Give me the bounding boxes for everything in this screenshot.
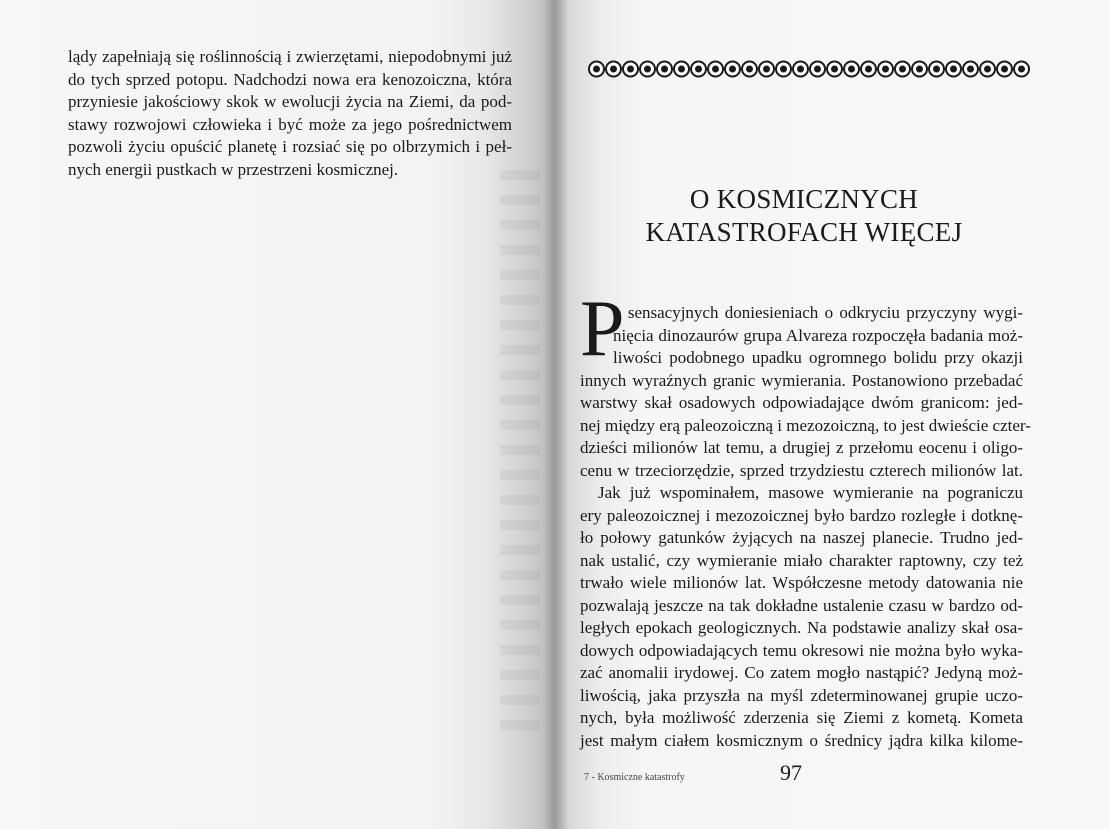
body-line: nej między erą paleozoiczną i mezozoiczną, to jest dwieście czter- [580,415,1031,435]
left-line: nych energii pustkach w przestrzeni kosmicznej. [68,159,399,179]
left-line: przyniesie jakościowy skok w ewolucji życia na Ziemi, da pod- [68,92,512,111]
ornament-bead-core [678,66,685,73]
ornament-bead-core [644,66,651,73]
body-line: nych, była możliwość zderzenia się Ziemi z kometą. Kometa [580,708,1023,727]
ornament-bead-core [950,66,957,73]
body-line: Jak już wspominałem, masowe wymieranie na pograniczu [598,483,1023,502]
chapter-title-line-1: O KOSMICZNYCH [689,184,919,214]
left-line: do tych sprzed potopu. Nadchodzi nowa era kenozoiczna, która [68,69,512,89]
footer-note: 7 - Kosmiczne katastrofy [584,772,685,783]
ornament-bead-core [899,66,906,73]
chapter-title-line-2: KATASTROFACH WIĘCEJ [645,217,963,247]
body-line: nak ustalić, czy wymieranie miało charakter raptowny, czy też [580,550,1023,570]
ornament-beads [589,62,1029,77]
ornament-bead-core [763,66,770,73]
ornament-bead-core [1001,66,1008,73]
body-line: o sensacyjnych doniesieniach o odkryciu przyczyny wygi- [613,303,1023,322]
ornament-bead-core [848,66,855,73]
ornament-bead-core [916,66,923,73]
left-line: stawy rozwojowi człowieka i być może za jego pośrednictwem [68,114,512,134]
body-line: ło połowy gatunków żyjących na naszej planecie. Trudno jed- [580,528,1023,547]
ornament-border [588,58,1030,80]
left-line: lądy zapełniają się roślinnością i zwierzętami, niepodobnymi już [68,47,512,66]
body-line: cenu w trzeciorzędzie, sprzed trzydziestu czterech milionów lat. [580,460,1023,480]
body-line: nięcia dinozaurów grupa Alvareza rozpoczęła badania moż- [613,325,1023,345]
body-line: innych wyraźnych granic wymierania. Postanowiono przebadać [580,370,1023,390]
ornament-bead-core [746,66,753,73]
page-number: 97 [780,760,802,785]
body-line: ległych epokach geologicznych. Na podstawie analizy skał osa- [580,618,1023,637]
body-line: zać anomalii irydowej. Co zatem mogło nastąpić? Jedyną moż- [580,663,1023,682]
ornament-bead-core [593,66,600,73]
body-line: ery paleozoicznej i mezozoicznej było bardzo rozległe i dotknę- [580,505,1023,525]
ornament-bead-core [797,66,804,73]
body-line: warstwy skał osadowych odpowiadające dwóm granicom: jed- [580,393,1023,412]
ornament-bead-core [933,66,940,73]
ornament-bead-core [661,66,668,73]
left-line: pozwoli życiu opuścić planetę i rozsiać się po olbrzymich i peł- [68,137,512,156]
ornament-bead-core [984,66,991,73]
ornament-bead-core [865,66,872,73]
chapter-title [580,183,1028,249]
body-line: trwało wiele milionów lat. Współczesne metody datowania nie [580,573,1023,592]
ornament-bead-core [712,66,719,73]
body-line: jest małym ciałem kosmicznym o średnicy jądra kilka kilome- [580,730,1023,750]
ornament-bead-core [1018,66,1025,73]
body-line: liwością, jaka przyszła na myśl zdeterminowanej grupie uczo- [580,685,1023,705]
ornament-bead-core [695,66,702,73]
ornament-bead-core [729,66,736,73]
chapter-body [580,302,1031,752]
ornament-bead-core [780,66,787,73]
body-line: dzieści milionów lat temu, a drugiej z przełomu eocenu i oligo- [580,438,1023,457]
body-line: dowych odpowiadających temu okresowi nie można było wyka- [580,640,1023,660]
left-page-text [68,46,512,181]
body-line: pozwalają jeszcze na tak dokładne ustalenie czasu w bardzo od- [580,595,1023,615]
ornament-bead-core [610,66,617,73]
ornament-bead-core [831,66,838,73]
ornament-bead-core [882,66,889,73]
ornament-bead-core [627,66,634,73]
drop-cap: P [580,285,625,373]
ornament-bead-core [967,66,974,73]
ornament-bead-core [814,66,821,73]
body-line: liwości podobnego upadku ogromnego bolidu przy okazji [613,348,1023,367]
